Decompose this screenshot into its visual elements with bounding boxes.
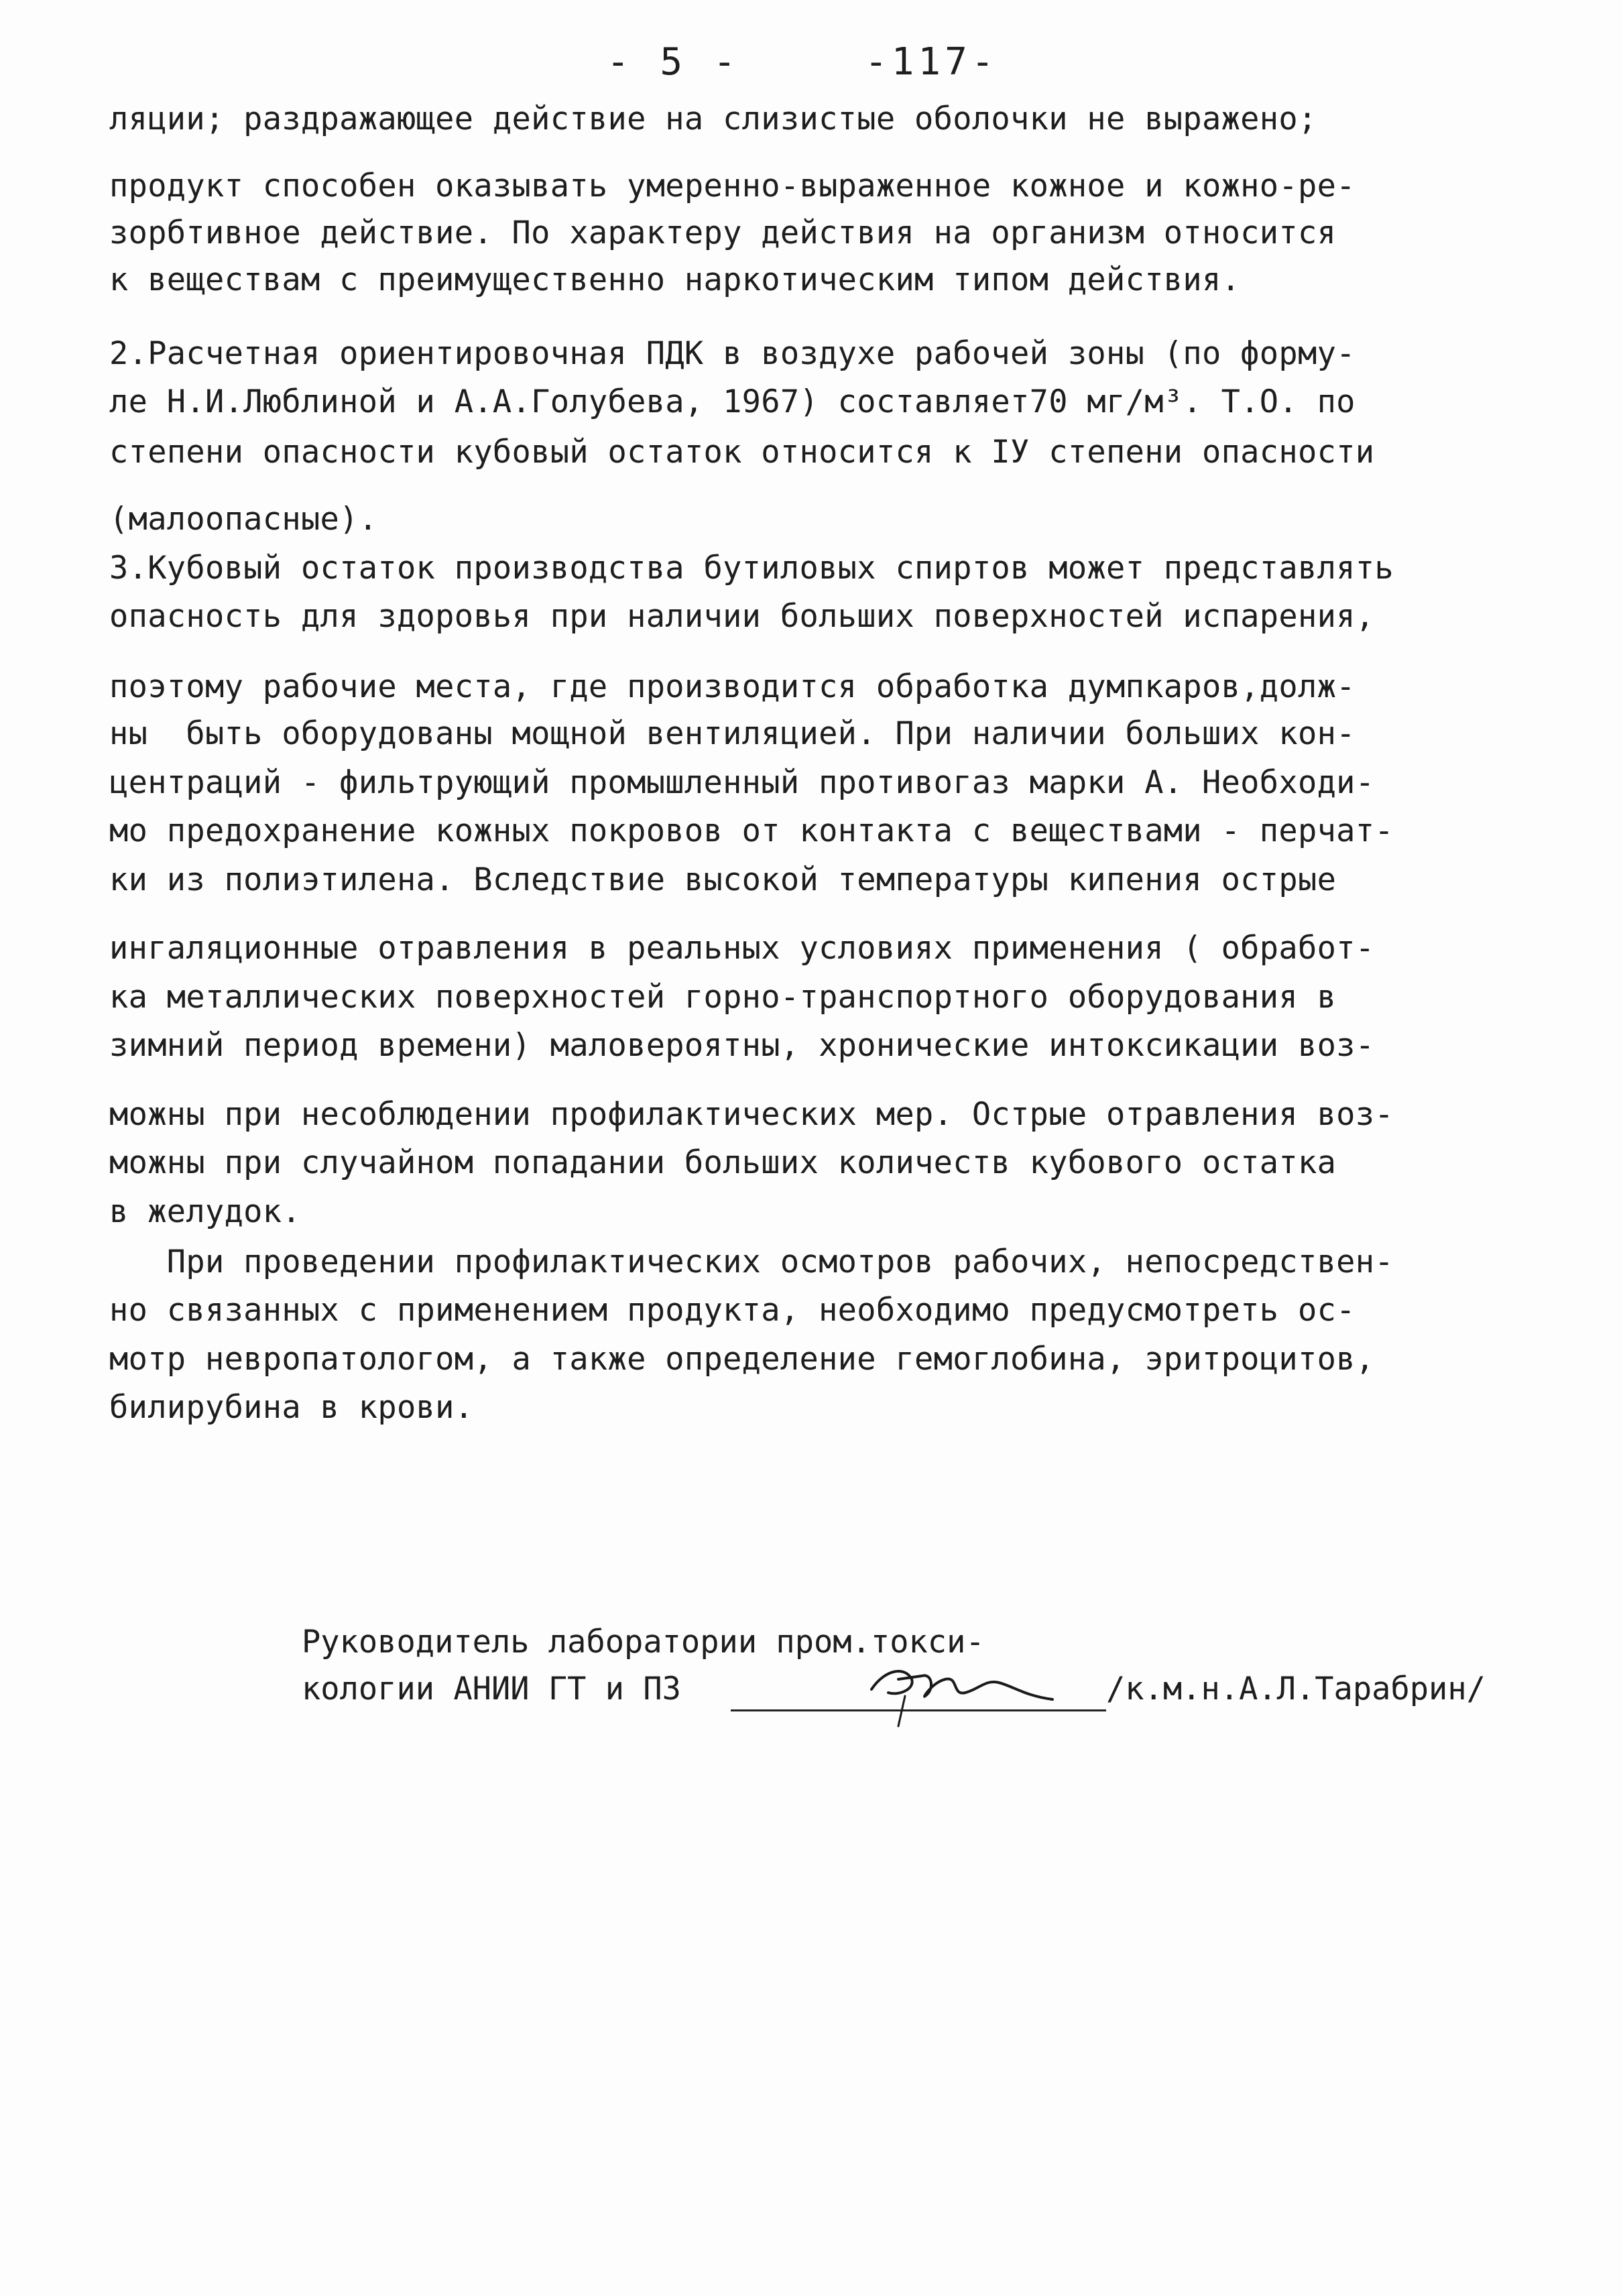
page-header — [0, 40, 1623, 94]
signer-organization: кологии АНИИ ГТ и ПЗ — [302, 1671, 681, 1707]
text-line: При проведении профилактических осмотров рабочих, непосредствен- — [109, 1244, 1394, 1280]
text-line: билирубина в крови. — [109, 1389, 474, 1426]
text-line: ки из полиэтилена. Вследствие высокой температуры кипения острые — [109, 861, 1337, 898]
text-line: мо предохранение кожных покровов от контакта с веществами - перчат- — [109, 812, 1394, 849]
text-line: ны быть оборудованы мощной вентиляцией. При наличии больших кон- — [109, 715, 1356, 752]
text-line: но связанных с применением продукта, необходимо предусмотреть ос- — [109, 1292, 1356, 1329]
text-line: степени опасности кубовый остаток относится к IУ степени опасности — [109, 434, 1375, 471]
signer-position: Руководитель лаборатории пром.токси- — [302, 1624, 985, 1660]
text-line: ингаляционные отравления в реальных условиях применения ( обработ- — [109, 930, 1375, 967]
text-line: 2.Расчетная ориентировочная ПДК в воздухе рабочей зоны (по форму- — [109, 335, 1356, 372]
signer-name: /к.м.н.А.Л.Тарабрин/ — [1106, 1671, 1486, 1707]
text-line: мотр невропатологом, а также определение гемоглобина, эритроцитов, — [109, 1341, 1375, 1378]
text-line: в желудок. — [109, 1193, 301, 1230]
sheet-number: -117- — [865, 40, 998, 84]
text-line: (малоопасные). — [109, 501, 378, 538]
text-line: ле Н.И.Люблиной и А.А.Голубева, 1967) составляет70 мг/м³. Т.О. по — [109, 383, 1356, 420]
text-line: ляции; раздражающее действие на слизистые оболочки не выражено; — [109, 101, 1317, 137]
text-line: поэтому рабочие места, где производится обработка думпкаров,долж- — [109, 668, 1356, 705]
page-number: - 5 - — [607, 40, 740, 84]
text-line: продукт способен оказывать умеренно-выраженное кожное и кожно-ре- — [109, 168, 1356, 204]
text-line: ка металлических поверхностей горно-транспортного оборудования в — [109, 979, 1337, 1016]
text-line: 3.Кубовый остаток производства бутиловых спиртов может представлять — [109, 550, 1394, 587]
text-line: можны при случайном попадании больших количеств кубового остатка — [109, 1144, 1337, 1181]
text-line: зимний период времени) маловероятны, хронические интоксикации воз- — [109, 1027, 1375, 1064]
text-line: к веществам с преимущественно наркотическим типом действия. — [109, 261, 1241, 298]
text-line: опасность для здоровья при наличии больших поверхностей испарения, — [109, 598, 1375, 635]
handwritten-signature — [858, 1642, 1059, 1736]
text-line: зорбтивное действие. По характеру действия на организм относится — [109, 215, 1337, 251]
text-line: центраций - фильтрующий промышленный противогаз марки А. Необходи- — [109, 764, 1375, 801]
text-line: можны при несоблюдении профилактических мер. Острые отравления воз- — [109, 1096, 1394, 1133]
